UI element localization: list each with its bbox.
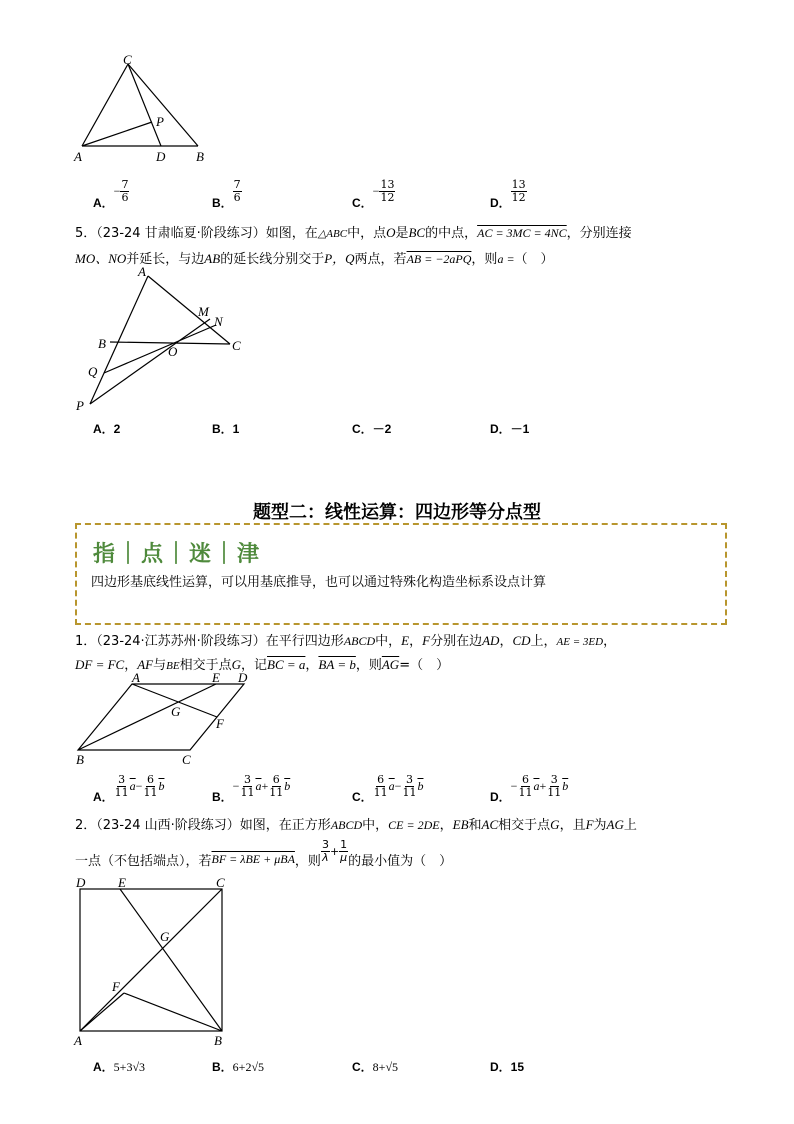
- label-n: N: [214, 314, 223, 329]
- label-b: B: [214, 1033, 222, 1048]
- label-a: A: [74, 1033, 82, 1048]
- label-f: F: [112, 979, 120, 994]
- section-title: 题型二：线性运算：四边形等分点型: [253, 502, 541, 523]
- figure-triangle-abc: [70, 50, 220, 170]
- label-d: D: [76, 875, 86, 890]
- p1-option-a[interactable]: A． $\frac{3}{11}$ $\overline{a}$ − $\frac{6}{11}$ $\overline{b}$: [93, 773, 165, 804]
- tip-box: [75, 523, 727, 625]
- p1-option-d[interactable]: D． − $\frac{6}{11}$ $\overline{a}$ + $\frac{3}{11}$ $\overline{b}$: [490, 773, 569, 804]
- label-e: E: [212, 670, 220, 685]
- q4-option-a[interactable]: A． − $\frac{7}{6}$: [93, 178, 129, 210]
- label-m: M: [198, 304, 209, 319]
- fraction: $\frac{13}{12}$: [380, 178, 395, 204]
- label-b: B: [196, 149, 204, 164]
- label-f: F: [216, 716, 224, 731]
- label-a: A: [138, 264, 146, 279]
- label-c: C: [216, 875, 225, 890]
- p2-option-b[interactable]: B．6+2√5: [212, 1060, 265, 1074]
- label-b: B: [98, 336, 106, 351]
- q4-option-c[interactable]: C． − $\frac{13}{12}$: [352, 178, 395, 210]
- label-e: E: [118, 875, 126, 890]
- label-a: A: [132, 670, 140, 685]
- label-p: P: [76, 398, 84, 412]
- p2-line1: 2．（23-24 山西·阶段练习）如图，在正方形ABCD中，CE = 2DE，EB和AC相交于点G，且F为AG上: [75, 817, 637, 833]
- figure-p2-square: [72, 873, 242, 1053]
- q5-line1: 5．（23-24 甘肃临夏·阶段练习）如图，在△ABC中，点O是BC的中点，AC = 3MC = 4NC，分别连接: [75, 225, 632, 241]
- label-d: D: [156, 149, 166, 164]
- figure-q5: [72, 262, 252, 412]
- label-d: D: [238, 670, 248, 685]
- q5-option-d[interactable]: D．－1: [490, 422, 530, 436]
- tip-heading: 指｜点｜迷｜津: [93, 542, 262, 567]
- label-g: G: [160, 929, 170, 944]
- q5-option-b[interactable]: B．1: [212, 422, 240, 436]
- label-g: G: [171, 704, 181, 719]
- q4-option-b[interactable]: B． $\frac{7}{6}$: [212, 178, 241, 210]
- p1-line2: DF = FC，AF与BE相交于点G，记BC = a，BA = b，则$\overline{AG}=$（ ）: [75, 657, 450, 673]
- p1-line1: 1．（23-24·江苏苏州·阶段练习）在平行四边形ABCD中，E，F分别在边AD，CD上，AE = 3ED，: [75, 633, 617, 649]
- p2-option-a[interactable]: A．5+3√3: [93, 1060, 146, 1074]
- fraction: $\frac{13}{12}$: [511, 178, 526, 204]
- p2-line2: 一点（不包括端点），若 BF = λBE + μBA ，则 $\frac{3}{\lambda}$ + $\frac{1}{\mu}$ 的最小值为（ ）: [75, 838, 453, 869]
- q5-line2: MO、NO并延长，与边AB的延长线分别交于P，Q两点，若AB = −2aPQ，则a =（ ）: [75, 251, 554, 267]
- label-c: C: [123, 52, 132, 67]
- label-q: Q: [88, 364, 98, 379]
- p1-option-b[interactable]: B． − $\frac{3}{11}$ $\overline{a}$ + $\frac{6}{11}$ $\overline{b}$: [212, 773, 291, 804]
- q4-option-d[interactable]: D． $\frac{13}{12}$: [490, 178, 526, 210]
- label-c: C: [232, 338, 241, 353]
- figure-p1-parallelogram: [72, 670, 262, 770]
- label-b: B: [76, 752, 84, 767]
- q5-option-a[interactable]: A．2: [93, 422, 121, 436]
- q5-option-c[interactable]: C．－2: [352, 422, 392, 436]
- fraction: $\frac{7}{6}$: [121, 178, 129, 204]
- tip-text: 四边形基底线性运算，可以用基底推导，也可以通过特殊化构造坐标系设点计算: [91, 575, 547, 590]
- label-c: C: [182, 752, 191, 767]
- label-a: A: [74, 149, 82, 164]
- fraction: $\frac{7}{6}$: [233, 178, 241, 204]
- label-p: P: [156, 114, 164, 129]
- p2-option-c[interactable]: C．8+√5: [352, 1060, 399, 1074]
- p1-option-c[interactable]: C． $\frac{6}{11}$ $\overline{a}$ − $\frac{3}{11}$ $\overline{b}$: [352, 773, 424, 804]
- p2-option-d[interactable]: D．15: [490, 1060, 525, 1074]
- label-o: O: [168, 344, 178, 359]
